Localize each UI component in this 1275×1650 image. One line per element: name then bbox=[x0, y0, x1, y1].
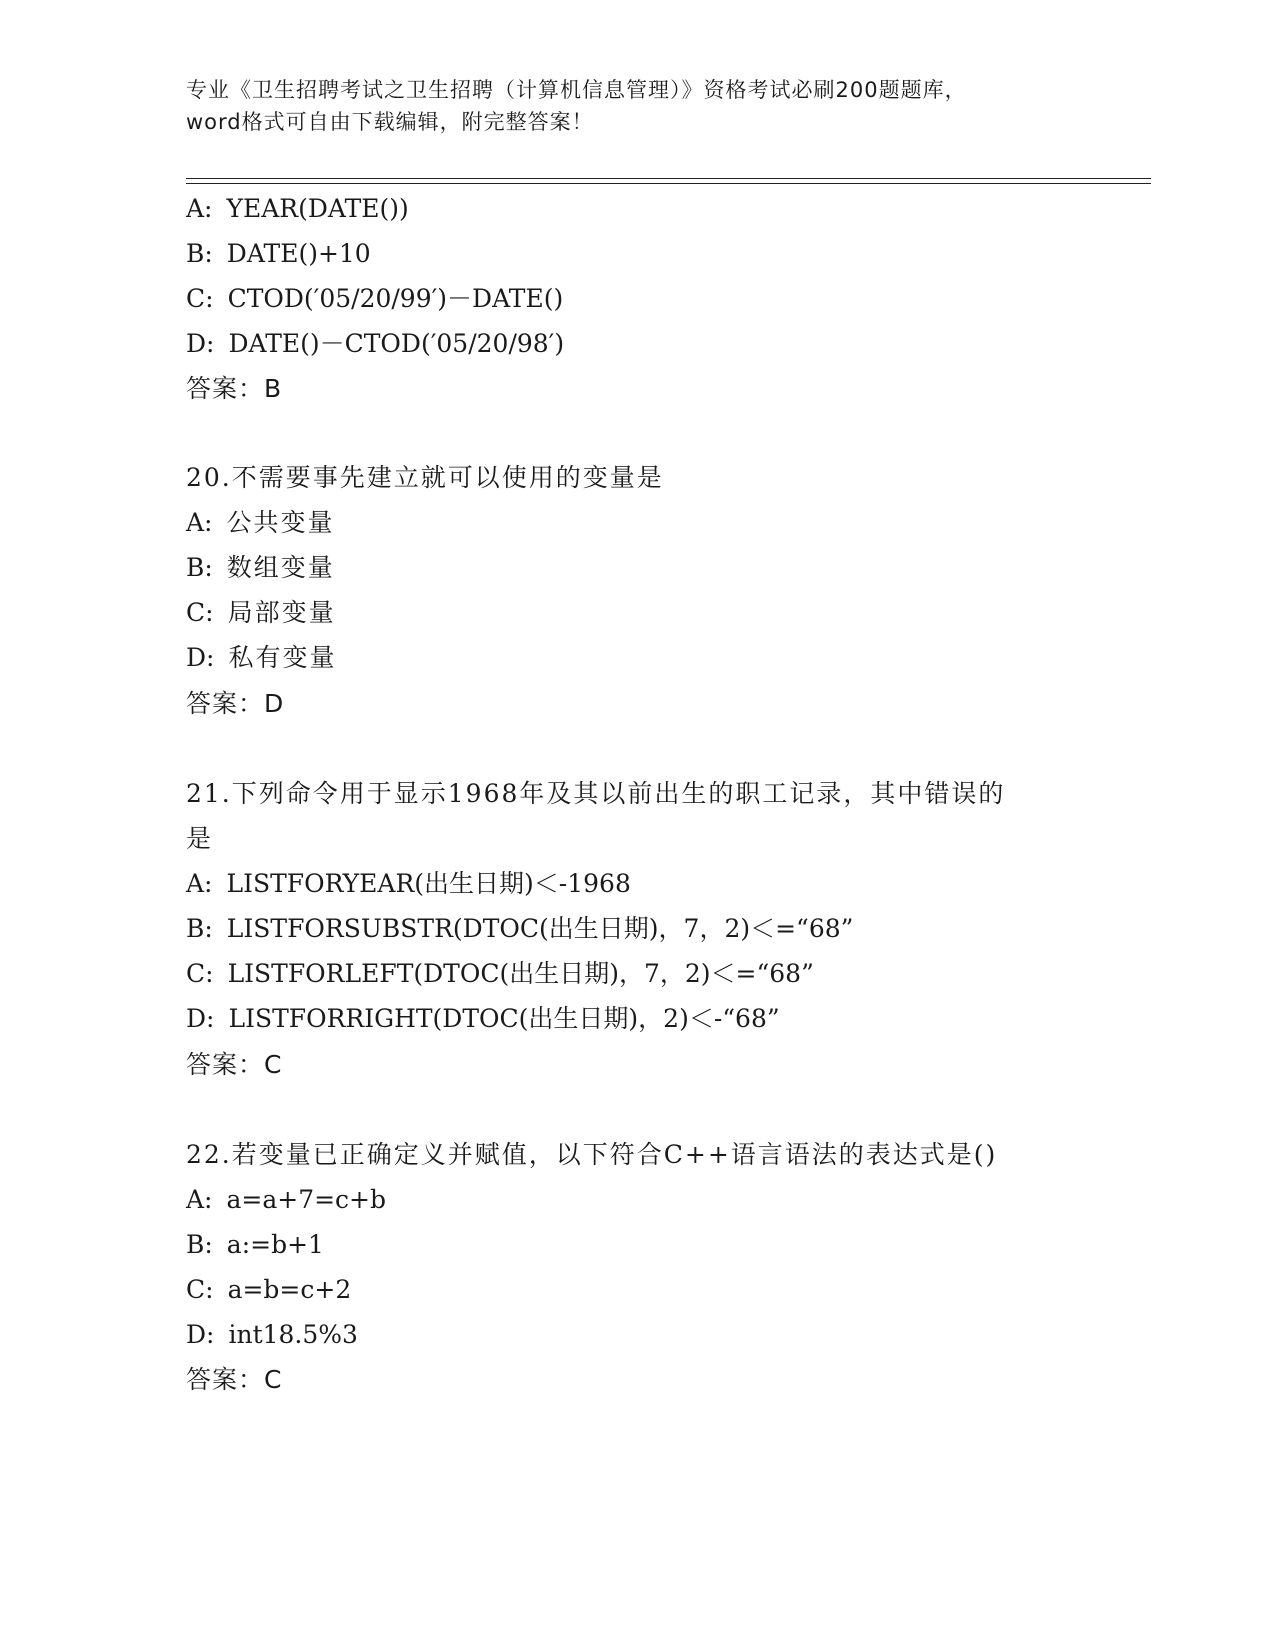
option-text: DATE()－CTOD(′05/20/98′) bbox=[228, 329, 565, 358]
q20-option-c bbox=[186, 597, 336, 629]
option-label: D: bbox=[186, 1004, 215, 1033]
option-text: int18.5%3 bbox=[228, 1320, 358, 1349]
option-label: A: bbox=[186, 508, 213, 537]
q21-question-line-1: 21.下列命令用于显示1968年及其以前出生的职工记录，其中错误的 bbox=[186, 779, 1006, 808]
option-label: B: bbox=[186, 1230, 213, 1259]
q21-answer: 答案：C bbox=[186, 1050, 283, 1079]
option-text: 局部变量 bbox=[227, 598, 336, 627]
q22-option-a bbox=[186, 1184, 386, 1216]
document-header bbox=[186, 74, 1066, 138]
q22-question: 22.若变量已正确定义并赋值，以下符合C++语言语法的表达式是() bbox=[186, 1140, 998, 1169]
q20-option-d bbox=[186, 642, 336, 674]
option-text: LISTFORSUBSTR(DTOC(出生日期)，7，2)＜=“68” bbox=[226, 914, 854, 943]
option-label: B: bbox=[186, 553, 213, 582]
option-label: C: bbox=[186, 1275, 214, 1304]
q22-option-d bbox=[186, 1319, 358, 1351]
q19-option-d bbox=[186, 328, 564, 360]
option-text: YEAR(DATE()) bbox=[226, 194, 409, 223]
header-title-line-2: word格式可自由下载编辑，附完整答案！ bbox=[186, 110, 594, 134]
q22-option-c bbox=[186, 1274, 351, 1306]
option-text: DATE()+10 bbox=[226, 239, 371, 268]
q19-option-a bbox=[186, 193, 409, 225]
option-label: C: bbox=[186, 598, 214, 627]
option-label: C: bbox=[186, 959, 214, 988]
option-label: B: bbox=[186, 239, 213, 268]
header-divider-bottom bbox=[186, 183, 1151, 184]
q20-option-a bbox=[186, 507, 335, 539]
option-label: A: bbox=[186, 194, 213, 223]
option-text: LISTFORYEAR(出生日期)＜-1968 bbox=[226, 869, 631, 898]
option-label: C: bbox=[186, 284, 214, 313]
q20-option-b bbox=[186, 552, 335, 584]
q20-question: 20.不需要事先建立就可以使用的变量是 bbox=[186, 463, 664, 492]
option-text: LISTFORLEFT(DTOC(出生日期)，7，2)＜=“68” bbox=[227, 959, 814, 988]
option-text: CTOD(′05/20/99′)－DATE() bbox=[227, 284, 564, 313]
header-title-line-1: 专业《卫生招聘考试之卫生招聘（计算机信息管理）》资格考试必刷200题题库， bbox=[186, 78, 967, 102]
q21-option-a bbox=[186, 868, 631, 900]
option-text: 公共变量 bbox=[226, 508, 335, 537]
q19-option-b bbox=[186, 238, 371, 270]
q21-option-d bbox=[186, 1003, 780, 1035]
option-label: B: bbox=[186, 914, 213, 943]
option-label: D: bbox=[186, 329, 215, 358]
option-label: D: bbox=[186, 1320, 215, 1349]
q22-option-b bbox=[186, 1229, 324, 1261]
q21-option-c bbox=[186, 958, 814, 990]
q19-answer: 答案：B bbox=[186, 374, 283, 403]
option-label: A: bbox=[186, 869, 213, 898]
q22-answer: 答案：C bbox=[186, 1365, 283, 1394]
q21-option-b bbox=[186, 913, 853, 945]
q20-answer: 答案：D bbox=[186, 689, 285, 718]
q21-question-line-2: 是 bbox=[186, 824, 214, 853]
q19-option-c bbox=[186, 283, 563, 315]
option-text: a=a+7=c+b bbox=[226, 1185, 386, 1214]
option-text: a:=b+1 bbox=[226, 1230, 324, 1259]
option-label: A: bbox=[186, 1185, 213, 1214]
option-text: 私有变量 bbox=[228, 643, 337, 672]
option-text: 数组变量 bbox=[226, 553, 335, 582]
option-text: a=b=c+2 bbox=[227, 1275, 352, 1304]
option-text: LISTFORRIGHT(DTOC(出生日期)，2)＜-“68” bbox=[228, 1004, 780, 1033]
option-label: D: bbox=[186, 643, 215, 672]
header-divider-top bbox=[186, 178, 1151, 179]
